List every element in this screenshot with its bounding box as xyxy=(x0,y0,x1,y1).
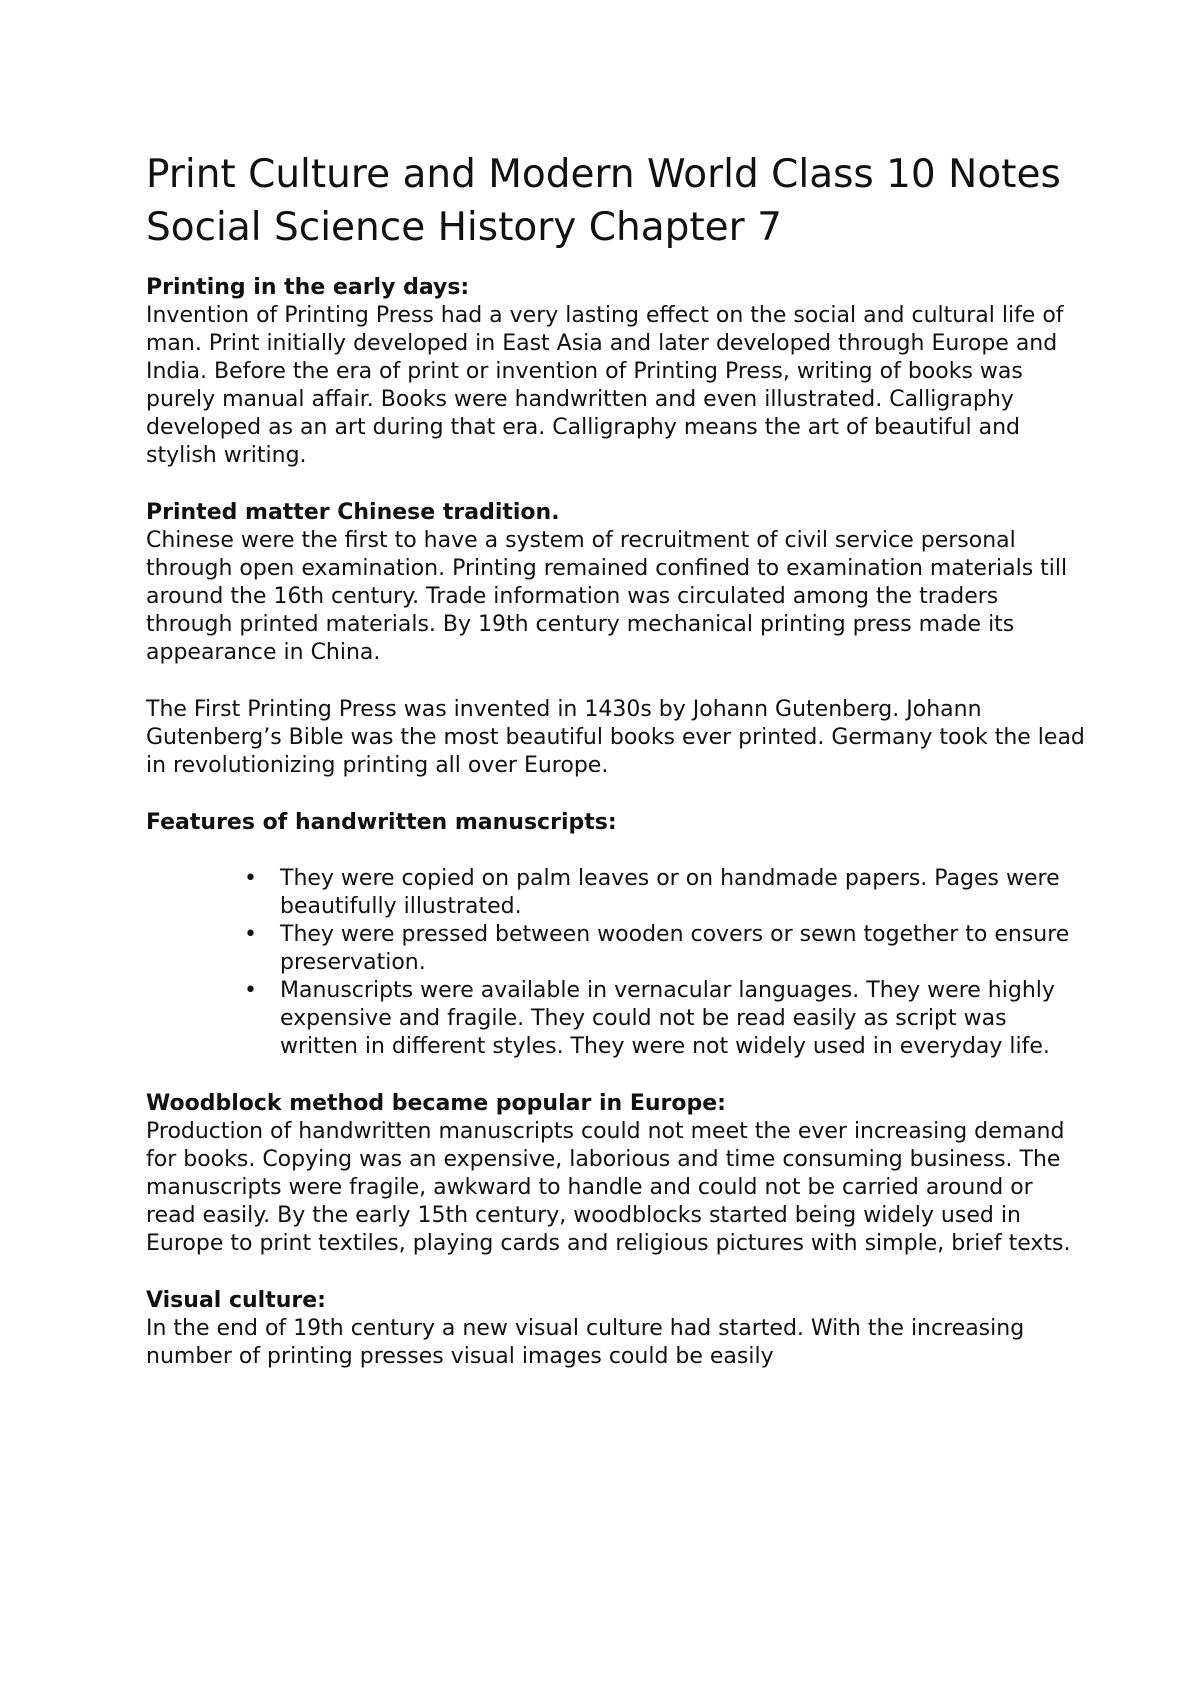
section-heading: Woodblock method became popular in Europe: xyxy=(146,1091,726,1116)
section-paragraph-gutenberg: The First Printing Press was invented in 1430s by Johann Gutenberg. Johann Gutenberg’s Bible was the most beautiful books ever printed. Germany took the lead in revolutionizing printing all over Europe. xyxy=(146,697,1085,778)
section-visual-culture xyxy=(146,1287,1086,1371)
section-heading: Printed matter Chinese tradition. xyxy=(146,500,560,525)
bullet-list xyxy=(146,865,1086,1061)
bullet-icon: • xyxy=(244,978,257,1003)
section-handwritten-manuscripts xyxy=(146,809,1086,1061)
list-item-text: Manuscripts were available in vernacular languages. They were highly expensive and fragile. They could not be read easily as script was written in different styles. They were not widely used in everyday life. xyxy=(280,978,1055,1059)
list-item xyxy=(146,921,1086,977)
section-heading: Features of handwritten manuscripts: xyxy=(146,810,617,835)
section-paragraph: Production of handwritten manuscripts could not meet the ever increasing demand for books. Copying was an expensive, laborious and time consuming business. The manuscripts were fragile, awkward to handle and could not be carried around or read easily. By the early 15th century, woodblocks started being widely used in Europe to print textiles, playing cards and religious pictures with simple, brief texts. xyxy=(146,1119,1071,1256)
list-item xyxy=(146,977,1086,1061)
bullet-icon: • xyxy=(244,922,257,947)
list-item-text: They were pressed between wooden covers or sewn together to ensure preservation. xyxy=(280,922,1070,975)
section-chinese-tradition xyxy=(146,499,1086,780)
bullet-icon: • xyxy=(244,866,257,891)
list-item xyxy=(146,865,1086,921)
section-woodblock-method xyxy=(146,1090,1086,1258)
section-heading: Visual culture: xyxy=(146,1288,326,1313)
section-paragraph: Chinese were the first to have a system of recruitment of civil service personal through open examination. Printing remained confined to examination materials till around the 16th century. Trade information was circulated among the traders through printed materials. By 19th century mechanical printing press made its appearance in China. xyxy=(146,528,1068,665)
section-heading: Printing in the early days: xyxy=(146,275,470,300)
document-title: Print Culture and Modern World Class 10 Notes Social Science History Chapter 7 xyxy=(146,152,1061,250)
section-paragraph: In the end of 19th century a new visual culture had started. With the increasing number of printing presses visual images could be easily xyxy=(146,1316,1025,1369)
list-item-text: They were copied on palm leaves or on handmade papers. Pages were beautifully illustrated. xyxy=(280,866,1060,919)
document-page xyxy=(146,148,1086,1400)
section-printing-early-days xyxy=(146,274,1086,470)
section-paragraph: Invention of Printing Press had a very lasting effect on the social and cultural life of man. Print initially developed in East Asia and later developed through Europe and India. Before the era of print or invention of Printing Press, writing of books was purely manual affair. Books were handwritten and even illustrated. Calligraphy developed as an art during that era. Calligraphy means the art of beautiful and stylish writing. xyxy=(146,303,1064,468)
